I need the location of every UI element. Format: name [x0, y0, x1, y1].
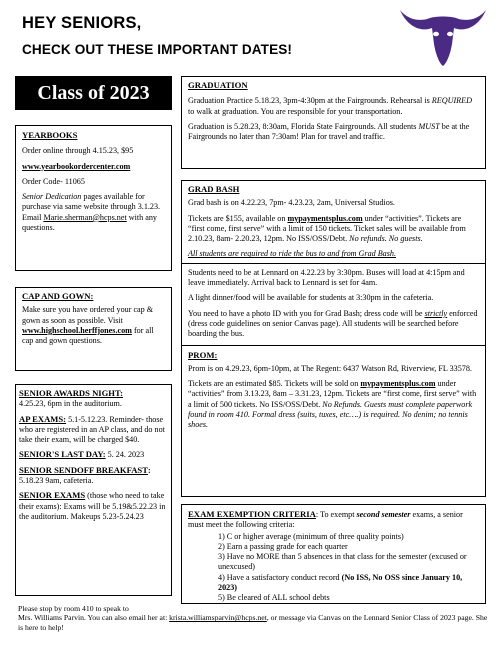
list-item: 3) Have no MORE than 5 absences in that class for the semester (excused or unexcused)	[218, 552, 467, 572]
grad-bash-section	[181, 180, 486, 497]
counselor-email-link[interactable]: krista.williamsparvin@hcps.net	[169, 613, 267, 623]
graduation-title: GRADUATION	[188, 80, 248, 90]
divider	[182, 263, 485, 264]
footer	[18, 604, 493, 632]
page-subtitle: CHECK OUT THESE IMPORTANT DATES!	[22, 42, 293, 57]
mypaymentsplus-link[interactable]: mypaymentsplus.com	[287, 213, 363, 223]
senior-sendoff: SENIOR SENDOFF BREAKFAST: 5.18.23 9am, cafeteria.	[19, 464, 151, 486]
footer-line2: Mrs. Williams Parvin. You can also email her at: krista.williamsparvin@hcps.net, or message via Canvas on the Lennard Senior Class of 2023 page. She is here to help!	[18, 613, 488, 632]
yearbook-email-link[interactable]: Marie.sherman@hcps.net	[43, 212, 127, 222]
list-item: 2) Earn a passing grade for each quarter	[218, 541, 348, 551]
cap-gown-title: CAP AND GOWN:	[22, 291, 94, 301]
list-item: 5) Be cleared of ALL school debts	[218, 593, 330, 603]
mypaymentsplus-link[interactable]: mypaymentsplus.com	[360, 379, 436, 389]
grad-bash-title: GRAD BASH	[188, 184, 240, 194]
page-title: HEY SENIORS,	[22, 14, 142, 32]
yearbook-website-link[interactable]: www.yearbookordercenter.com	[22, 161, 131, 171]
ap-exams: AP EXAMS: 5.1-5.12.23. Reminder- those who are registered in an AP class, and do not take their exam, will be charged $40.	[19, 413, 165, 445]
list-item: 4) Have a satisfactory conduct record (No ISS, No OSS since January 10, 2023)	[218, 572, 463, 593]
graduation-ceremony: Graduation is 5.28.23, 8:30am, Florida State Fairgrounds. All students MUST be at the Fairgrounds no later than 7:30am! Plan for travel and traffic.	[188, 121, 470, 142]
grad-bash-dress-code: You need to have a photo ID with you for Grad Bash; dress code will be strictly enforced (dress code guidelines on senior Canvas page). All students will be searched before boarding the bus.	[188, 308, 478, 339]
exam-exemption-section	[181, 504, 486, 604]
grad-bash-tickets: Tickets are $155, available on mypaymentsplus.com under “activities”. Tickets are “first come, first serve” with a limit of 150 tickets. Ticket sales will be available from 2.10.23, 8am- 2.20.23, 12pm. No ISS/OSS/Debt. No refunds. No guests.	[188, 213, 466, 244]
seniors-last-day: SENIOR'S LAST DAY: 5. 24. 2023	[19, 449, 145, 460]
yearbooks-order-code: Order Code- 11065	[22, 176, 85, 186]
senior-dedication-text: Senior Dedication pages available for purchase via same website through 3.1.23. Email Marie.sherman@hcps.net with any questions.	[22, 192, 161, 233]
prom-tickets: Tickets are an estimated $85. Tickets will be sold on mypaymentsplus.com under “activities” from 3.13.23, 8am – 3.31.23, 12pm. Tickets are “first come, first serve” with a limit of 500 tickets. No ISS/OSS/Debt. No Refunds. Guests must complete paperwork found in room 410. Formal dress (suits, tuxes, etc….) is required. No denim; no tennis shoes.	[188, 379, 477, 430]
yearbooks-title: YEARBOOKS	[22, 130, 78, 140]
graduation-section	[181, 76, 486, 169]
yearbooks-order-online: Order online through 4.15.23, $95	[22, 146, 134, 156]
exemption-criteria-list	[188, 532, 479, 604]
senior-events-section	[15, 384, 172, 596]
cap-and-gown-section	[15, 287, 172, 371]
divider	[182, 345, 485, 346]
grad-bash-date: Grad bash is on 4.22.23, 7pm- 4.23.23, 2am, Universal Studios.	[188, 198, 395, 208]
footer-line1: Please stop by room 410 to speak to	[18, 604, 129, 613]
grad-bash-bus-note: All students are required to ride the bus to and from Grad Bash.	[188, 249, 397, 259]
list-item: 1) C or higher average (minimum of three quality points)	[218, 531, 404, 541]
longhorn-icon	[398, 4, 488, 68]
exam-exemption-intro: EXAM EXEMPTION CRITERIA: To exempt second semester exams, a senior must meet the following criteria:	[188, 509, 463, 530]
prom-title: PROM:	[188, 349, 218, 360]
grad-bash-arrival: Students need to be at Lennard on 4.22.23 by 3:30pm. Buses will load at 4:15pm and leave immediately. Arrival back to Lennard is set for 4am.	[188, 267, 465, 288]
yearbooks-section	[15, 125, 172, 271]
grad-bash-dinner: A light dinner/food will be available for students at 3:30pm in the cafeteria.	[188, 293, 434, 303]
graduation-practice: Graduation Practice 5.18.23, 3pm-4:30pm at the Fairgrounds. Rehearsal is REQUIRED to walk at graduation. You are responsible for your transportation.	[188, 96, 472, 116]
class-banner: Class of 2023	[15, 76, 172, 110]
senior-exams: SENIOR EXAMS (those who need to take their exams): Exams will be 5.19&5.22.23 in the auditorium. Makeups 5.23-5.24.23	[19, 490, 166, 521]
herffjones-link[interactable]: www.highschool.herffjones.com	[22, 325, 132, 335]
prom-date: Prom is on 4.29.23, 6pm-10pm, at The Regent: 6437 Watson Rd, Riverview, FL 33578.	[188, 363, 472, 373]
awards-night: SENIOR AWARDS NIGHT: 4.25.23, 6pm in the auditorium.	[19, 388, 123, 409]
cap-gown-text: Make sure you have ordered your cap & gown as soon as possible. Visit www.highschool.herffjones.com for all cap and gown questions.	[22, 305, 154, 346]
